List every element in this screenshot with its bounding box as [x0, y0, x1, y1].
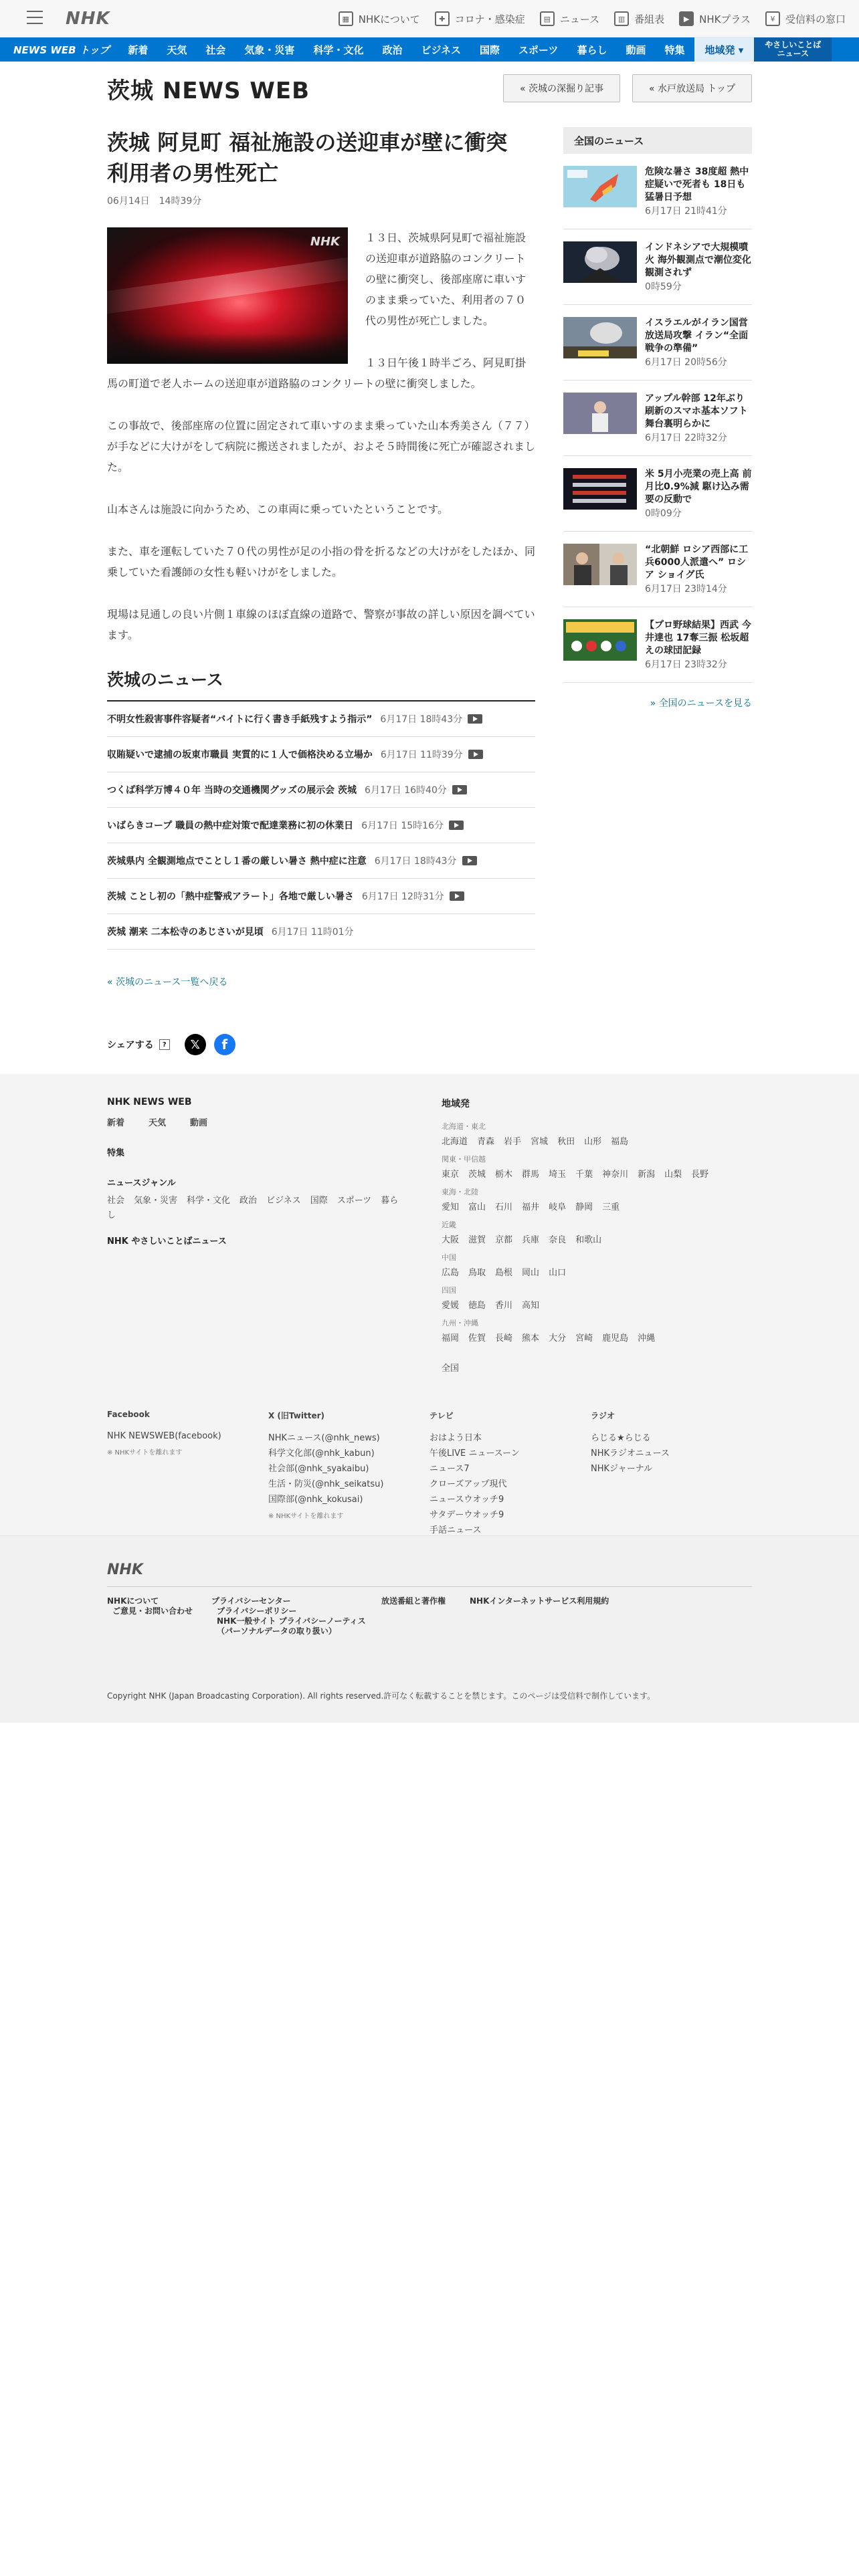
footer-radio: ラジオ らじる★らじる NHKラジオニュース NHKジャーナル — [591, 1411, 670, 1474]
article-paragraph: １３日午後１時半ごろ、阿見町掛馬の町道で老人ホームの送迎車が道路脇のコンクリートの壁に衝突しました。 — [107, 356, 527, 390]
sidebar — [563, 127, 752, 1055]
footer-bottom — [0, 1535, 859, 1723]
nav-science[interactable]: 科学・文化 — [313, 43, 364, 56]
footer-contact-link[interactable]: ご意見・お問い合わせ — [112, 1606, 193, 1616]
footer-facebook: Facebook NHK NEWSWEB(facebook) ※ NHKサイトを離れます — [107, 1410, 221, 1457]
help-icon[interactable]: ? — [159, 1039, 170, 1050]
article-paragraph: この事故で、後部座席の位置に固定されて車いすのまま乗っていた山本秀美さん（７７）が手などに大けがをして病院に搬送されましたが、およそ５時間後に死亡が確認されました。 — [107, 419, 536, 473]
deep-dive-button[interactable]: « 茨城の深掘り記事 — [503, 74, 620, 102]
top-links — [339, 0, 846, 37]
nav-society[interactable]: 社会 — [205, 43, 226, 56]
footer-new[interactable]: 新着 — [107, 1118, 125, 1128]
nav-region[interactable]: 地域発 ▾ — [694, 37, 755, 62]
article-paragraph: １３日、茨城県阿見町で福祉施設の送迎車が道路脇のコンクリートの壁に衝突し、後部座席に車いすのまま乗っていた、利用者の７０代の男性が死亡しました。 — [365, 231, 527, 327]
list-item[interactable]: いばらきコープ 職員の熱中症対策で配達業務に初の休業日 6月17日 15時16分 — [107, 808, 535, 843]
section-title[interactable]: 茨城 NEWS WEB — [107, 77, 310, 104]
footer-privacy-notice-link[interactable]: NHK一般サイト プライバシーノーティス — [217, 1616, 366, 1626]
top-bar — [0, 0, 859, 37]
nav-international[interactable]: 国際 — [480, 43, 500, 56]
footer-weather[interactable]: 天気 — [149, 1118, 167, 1128]
footer-genre-heading: ニュースジャンル — [107, 1178, 176, 1188]
top-link-about[interactable]: ▦ NHKについて — [339, 11, 420, 26]
nav-sports[interactable]: スポーツ — [518, 43, 559, 56]
nav-disaster[interactable]: 気象・災害 — [244, 43, 295, 56]
smoke-thumbnail — [563, 317, 637, 358]
sidebar-news-item[interactable]: インドネシアで大規模噴火 海外観測点で潮位変化観測されず 0時59分 — [563, 229, 752, 305]
top-link-fee[interactable]: ¥ 受信料の窓口 — [765, 11, 846, 26]
nav-special[interactable]: 特集 — [664, 43, 685, 56]
nav-new[interactable]: 新着 — [128, 43, 149, 56]
sidebar-news-item[interactable]: イスラエルがイラン国営放送局攻撃 イラン“全面戦争の準備” 6月17日 20時56分 — [563, 305, 752, 381]
share-bar — [107, 1034, 535, 1055]
top-link-schedule[interactable]: ▥ 番組表 — [614, 11, 664, 26]
footer-genre[interactable]: スポーツ — [337, 1196, 372, 1206]
footer-genre[interactable]: 政治 — [240, 1196, 258, 1206]
footer-genre[interactable]: 科学・文化 — [187, 1196, 231, 1206]
nav-video[interactable]: 動画 — [626, 43, 646, 56]
footer-genre[interactable]: ビジネス — [266, 1196, 301, 1206]
see-national-news-link[interactable]: » 全国のニュースを見る — [650, 698, 752, 709]
footer-genre[interactable]: 国際 — [310, 1196, 328, 1206]
footer-nhk-logo[interactable]: NHK — [107, 1562, 752, 1587]
nav-life[interactable]: 暮らし — [577, 43, 607, 56]
article-title: 茨城 阿見町 福祉施設の送迎車が壁に衝突 利用者の男性死亡 — [107, 130, 508, 186]
list-item[interactable]: 収賄疑いで逮捕の坂東市職員 実質的に１人で価格決める立場か 6月17日 11時39分 — [107, 737, 535, 772]
mito-station-button[interactable]: « 水戸放送局 トップ — [632, 74, 752, 102]
nhk-plus-icon: ▶ — [679, 11, 694, 26]
top-link-plus[interactable]: ▶ NHKプラス — [679, 11, 751, 26]
sidebar-news-item[interactable]: 米 5月小売業の売上高 前月比0.9%減 駆け込み需要の反動で 0時09分 — [563, 456, 752, 532]
footer-x: X (旧Twitter) NHKニュース(@nhk_news) 科学文化部(@nhk_kabun) 社会部(@nhk_syakaibu) 生活・防災(@nhk_seikatsu) 国際部(@nhk_kokusai) ※ NHKサイトを離れます — [268, 1411, 384, 1520]
article-paragraph: 山本さんは施設に向かうため、この車両に乗っていたということです。 — [107, 503, 449, 516]
footer-region-heading: 地域発 — [442, 1099, 470, 1109]
article-paragraph: 現場は見通しの良い片側１車線のほぼ直線の道路で、警察が事故の詳しい原因を調べています。 — [107, 608, 535, 641]
nav-politics[interactable]: 政治 — [382, 43, 403, 56]
top-link-corona[interactable]: ✚ コロナ・感染症 — [435, 11, 525, 26]
back-to-local-list-link[interactable]: « 茨城のニュース一覧へ戻る — [107, 977, 228, 988]
x-share-icon[interactable]: 𝕏 — [185, 1034, 206, 1055]
nav-weather[interactable]: 天気 — [167, 43, 187, 56]
page-container — [107, 62, 752, 1055]
section-header — [107, 62, 752, 115]
video-icon — [450, 891, 464, 901]
main-column — [107, 127, 535, 1055]
news-icon: ▤ — [540, 11, 555, 26]
video-icon — [468, 750, 483, 759]
nhk-logo[interactable]: NHK — [66, 9, 110, 29]
footer-privacy-policy-link[interactable]: プライバシーポリシー — [217, 1606, 297, 1616]
footer-video[interactable]: 動画 — [190, 1118, 208, 1128]
video-icon — [452, 785, 467, 794]
footer-genre[interactable]: 暮らし — [107, 1196, 399, 1220]
article-date: 06月14日 14時39分 — [107, 196, 202, 207]
fee-icon: ¥ — [765, 11, 780, 26]
nhk-about-icon: ▦ — [339, 11, 353, 26]
heat-map-thumbnail — [563, 166, 637, 207]
footer-national[interactable]: 全国 — [442, 1364, 460, 1374]
footer-copyright-program-link[interactable]: 放送番組と著作権 — [381, 1596, 446, 1606]
nhk-watermark: NHK — [310, 235, 340, 249]
footer-genre[interactable]: 社会 — [107, 1196, 125, 1206]
list-item[interactable]: 茨城県内 全観測地点でことし１番の厳しい暑さ 熱中症に注意 6月17日 18時43分 — [107, 843, 535, 879]
main-nav — [0, 37, 859, 62]
footer-genre[interactable]: 気象・災害 — [134, 1196, 178, 1206]
menu-icon[interactable] — [27, 11, 43, 24]
virus-icon: ✚ — [435, 11, 450, 26]
store-thumbnail — [563, 468, 637, 510]
schedule-icon: ▥ — [614, 11, 629, 26]
video-icon — [449, 821, 464, 830]
footer-tv: テレビ おはよう日本 午後LIVE ニュースーン ニュース7 クローズアップ現代 ニュースウオッチ9 サタデーウオッチ9 手話ニュース — [430, 1411, 520, 1535]
sidebar-news-item[interactable]: “北朝鮮 ロシア西部に工兵6000人派遣へ” ロシア ショイグ氏 6月17日 23時14分 — [563, 532, 752, 607]
footer-easy-news[interactable]: NHK やさしいことばニュース — [107, 1237, 227, 1247]
footer-about-link[interactable]: NHKについて — [107, 1596, 159, 1606]
facebook-share-icon[interactable]: f — [214, 1034, 235, 1055]
footer-privacy-notice-sub[interactable]: （パーソナルデータの取り扱い） — [217, 1626, 337, 1636]
article-paragraph: また、車を運転していた７０代の男性が足の小指の骨を折るなどの大けがをしたほか、同乗していた看護師の女性も軽いけがをしました。 — [107, 545, 536, 578]
local-news-heading: 茨城のニュース — [107, 667, 535, 702]
presenter-thumbnail — [563, 393, 637, 434]
meeting-thumbnail — [563, 544, 637, 585]
footer-terms-link[interactable]: NHKインターネットサービス利用規約 — [470, 1596, 609, 1606]
copyright-text: Copyright NHK (Japan Broadcasting Corporation). All rights reserved.許可なく転載することを禁じます。このページは受信料で制作しています。 — [107, 1691, 656, 1701]
list-item[interactable]: 不明女性殺害事件容疑者“バイトに行く書き手紙残すよう指示” 6月17日 18時43分 — [107, 702, 535, 737]
nav-top[interactable]: NEWS WEB トップ — [13, 43, 110, 56]
list-item[interactable]: 茨城 ことし初の「熱中症警戒アラート」各地で厳しい暑さ 6月17日 12時31分 — [107, 879, 535, 914]
local-news-list — [107, 702, 535, 950]
nav-business[interactable]: ビジネス — [421, 43, 462, 56]
footer-site-name[interactable]: NHK NEWS WEB — [107, 1097, 192, 1107]
article-body — [107, 227, 535, 645]
national-news-heading: 全国のニュース — [563, 127, 752, 154]
baseball-thumbnail — [563, 619, 637, 661]
share-label: シェアする — [107, 1040, 154, 1051]
eruption-thumbnail — [563, 241, 637, 283]
nav-easy-news[interactable]: やさしいことば ニュース — [754, 37, 832, 62]
footer-privacy-center-link[interactable]: プライバシーセンター — [211, 1596, 291, 1606]
top-link-news[interactable]: ▤ ニュース — [540, 11, 599, 26]
list-item[interactable]: つくば科学万博４０年 当時の交通機関グッズの展示会 茨城 6月17日 16時40分 — [107, 772, 535, 808]
sidebar-news-item[interactable]: アップル幹部 12年ぶり刷新のスマホ基本ソフト 舞台裏明らかに 6月17日 22時32分 — [563, 381, 752, 456]
article-photo — [107, 227, 348, 364]
sidebar-news-item[interactable]: 危険な暑さ 38度超 熱中症疑いで死者も 18日も猛暑日予想 6月17日 21時41分 — [563, 154, 752, 229]
video-icon — [468, 714, 482, 724]
list-item[interactable]: 茨城 潮来 二本松寺のあじさいが見頃 6月17日 11時01分 — [107, 914, 535, 950]
footer-links: NHK NEWS WEB 新着 天気 動画 特集 ニュースジャンル 社会 気象・災害 科学・文化 政治 ビジネス 国際 スポーツ 暮らし NHK やさしいことばニュース 地域発 北海道・東北 北海道 青森 岩手 宮城 秋田 山形 福島 関東・甲信越 東京 茨城 栃木 群馬 埼玉 千葉 神奈川 新潟 山梨 長野 東海・北陸 愛知 富山 石川 福井 岐阜 静岡 三重 近畿 大阪 滋賀 京都 兵庫 奈良 和歌山 中国 広島 鳥取 島根 岡山 山口 四国 愛媛 徳島 香川 高知 九州・沖縄 福岡 佐賀 長崎 熊本 大分 宮崎 鹿児島 沖縄 全国 Facebook NHK NEWSWEB(facebook) ※ NHKサイトを離れます X (旧Twitter) NHKニュース(@nhk_news) 科学文化部(@nhk_kabun) 社会部(@nhk_syakaibu) 生活・防災(@nhk_seikatsu) 国際部(@nhk_kokusai) ※ NHKサイトを離れます テレビ おはよう日本 午後LIVE ニュースーン ニュース7 クローズアップ現代 ニュースウオッチ9 サタデーウオッチ9 手話ニュース ラジオ らじる★らじる NHKラジオニュース NHKジャーナル — [0, 1074, 859, 1535]
sidebar-news-item[interactable]: 【プロ野球結果】西武 今井達也 17奪三振 松坂超えの球団記録 6月17日 23時32分 — [563, 607, 752, 683]
footer-special[interactable]: 特集 — [107, 1148, 125, 1158]
video-icon — [462, 856, 477, 865]
